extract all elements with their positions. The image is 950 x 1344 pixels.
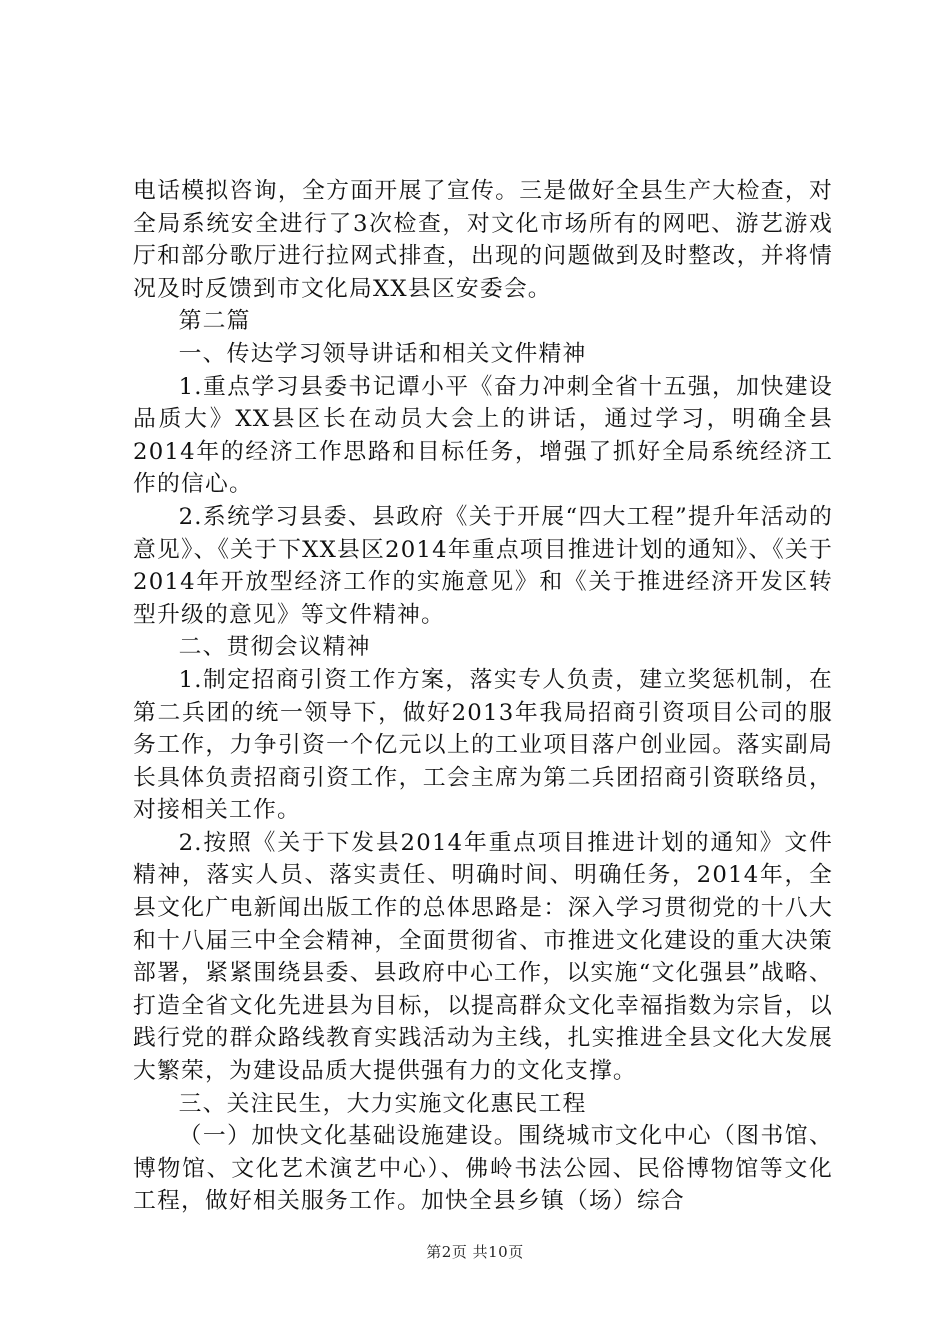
section-heading: 第二篇 [178, 308, 251, 335]
document-body [133, 175, 833, 1218]
paragraph: 1.制定招商引资工作方案，落实专人负责，建立奖惩机制，在第二兵团的统一领导下，做好2013年我局招商引资项目公司的服务工作，力争引资一个亿元以上的工业项目落户创业园。落实副局长具体负责招商引资工作，工会主席为第二兵团招商引资联络员，对接相关工作。 [133, 666, 833, 824]
section-heading: 一、传达学习领导讲话和相关文件精神 [178, 340, 587, 367]
paragraph: 2.按照《关于下发县2014年重点项目推进计划的通知》文件精神，落实人员、落实责任、明确时间、明确任务，2014年，全县文化广电新闻出版工作的总体思路是：深入学习贯彻党的十八大和十八届三中全会精神，全面贯彻省、市推进文化建设的重大决策部署，紧紧围绕县委、县政府中心工作，以实施“文化强县”战略、打造全省文化先进县为目标，以提高群众文化幸福指数为宗旨，以践行党的群众路线教育实践活动为主线，扎实推进全县文化大发展大繁荣，为建设品质大提供强有力的文化支撑。 [133, 829, 833, 1085]
paragraph: 2.系统学习县委、县政府《关于开展“四大工程”提升年活动的意见》、《关于下XX县区2014年重点项目推进计划的通知》、《关于2014年开放型经济工作的实施意见》和《关于推进经济开发区转型升级的意见》等文件精神。 [133, 503, 833, 628]
section-heading: 二、贯彻会议精神 [178, 634, 371, 661]
paragraph: （一）加快文化基础设施建设。围绕城市文化中心（图书馆、博物馆、文化艺术演艺中心）、佛岭书法公园、民俗博物馆等文化工程，做好相关服务工作。加快全县乡镇（场）综合 [133, 1123, 833, 1215]
paragraph: 电话模拟咨询，全方面开展了宣传。三是做好全县生产大检查，对全局系统安全进行了3次检查，对文化市场所有的网吧、游艺游戏厅和部分歌厅进行拉网式排查，出现的问题做到及时整改，并将情况及时反馈到市文化局XX县区安委会。 [133, 178, 833, 302]
paragraph: 1.重点学习县委书记谭小平《奋力冲刺全省十五强，加快建设品质大》XX县区长在动员大会上的讲话，通过学习，明确全县2014年的经济工作思路和目标任务，增强了抓好全局系统经济工作的信心。 [133, 373, 833, 498]
page-number: 第2页 共10页 [426, 1243, 524, 1261]
section-heading: 三、关注民生，大力实施文化惠民工程 [178, 1090, 587, 1117]
